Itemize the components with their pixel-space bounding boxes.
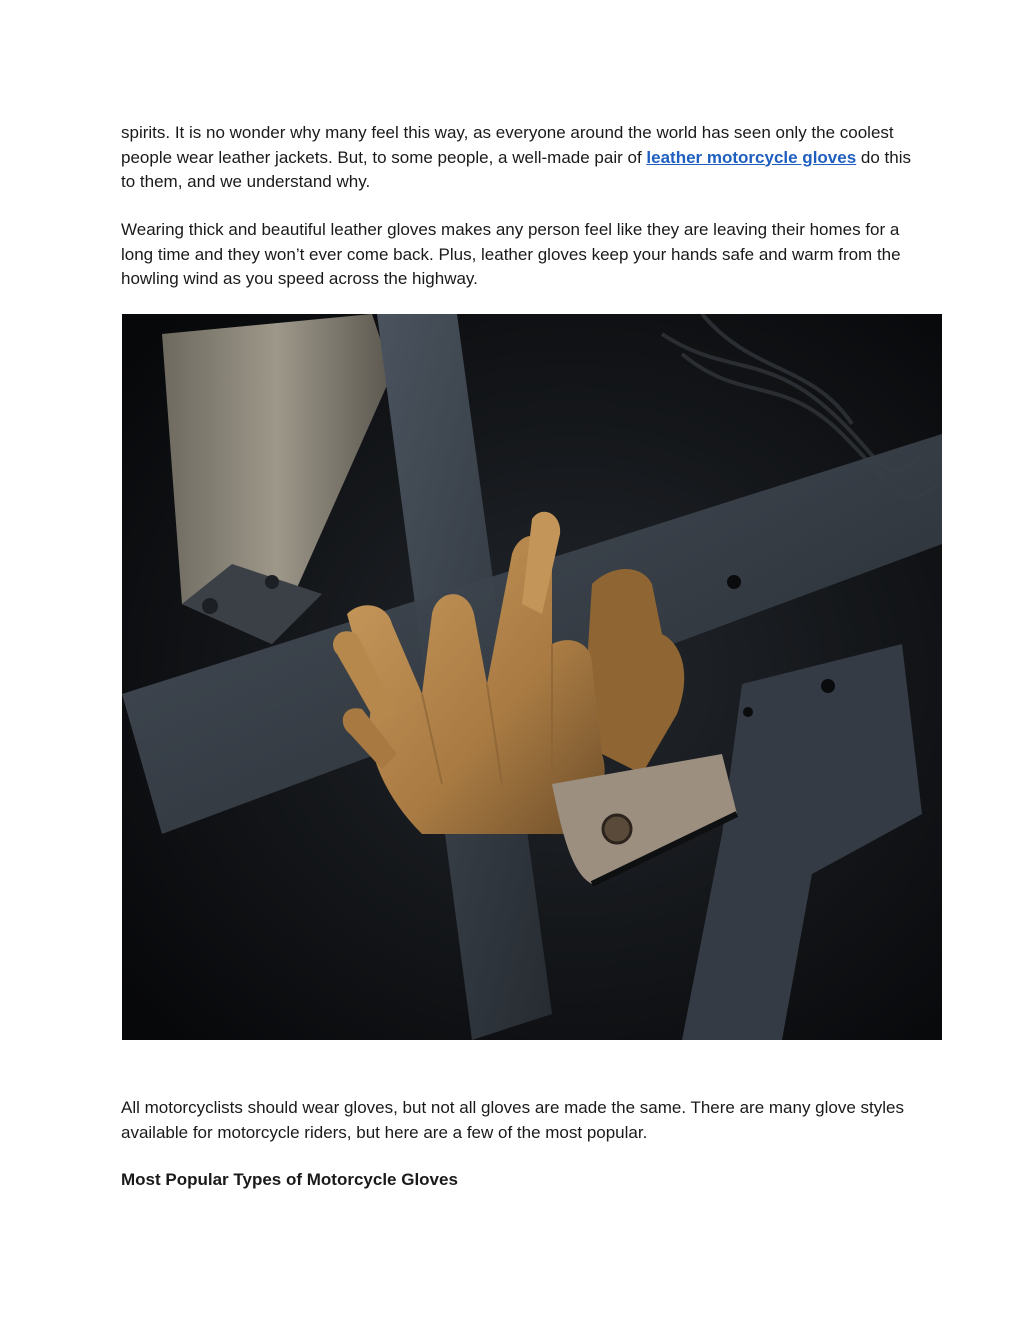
- paragraph-intro-text-before: spirits. It is no wonder why many feel this way, as everyone around the world has seen only the coolest people wear leather jackets. But, to some people, a well-made pair of: [121, 123, 894, 167]
- paragraph-intro: [121, 121, 921, 195]
- bolt-shape: [202, 598, 218, 614]
- paragraph-glove-styles: All motorcyclists should wear gloves, but not all gloves are made the same. There are many glove styles available for motorcycle riders, but here are a few of the most popular.: [121, 1098, 904, 1142]
- bolt-shape: [265, 575, 279, 589]
- leather-motorcycle-gloves-link[interactable]: leather motorcycle gloves: [646, 147, 857, 167]
- paragraph-intro-text-after: do this to them, and we understand why.: [121, 147, 911, 191]
- section-heading: Most Popular Types of Motorcycle Gloves: [121, 1170, 458, 1189]
- paragraph-wearing-gloves: Wearing thick and beautiful leather gloves makes any person feel like they are leaving their homes for a long time and they won’t ever come back. Plus, leather gloves keep your hands safe and warm from the howling wind as you speed across the highway.: [121, 220, 901, 288]
- frame-hole-shape: [727, 575, 741, 589]
- frame-hole-shape: [821, 679, 835, 693]
- gloves-photo: [122, 314, 942, 1040]
- frame-hole-shape: [743, 707, 753, 717]
